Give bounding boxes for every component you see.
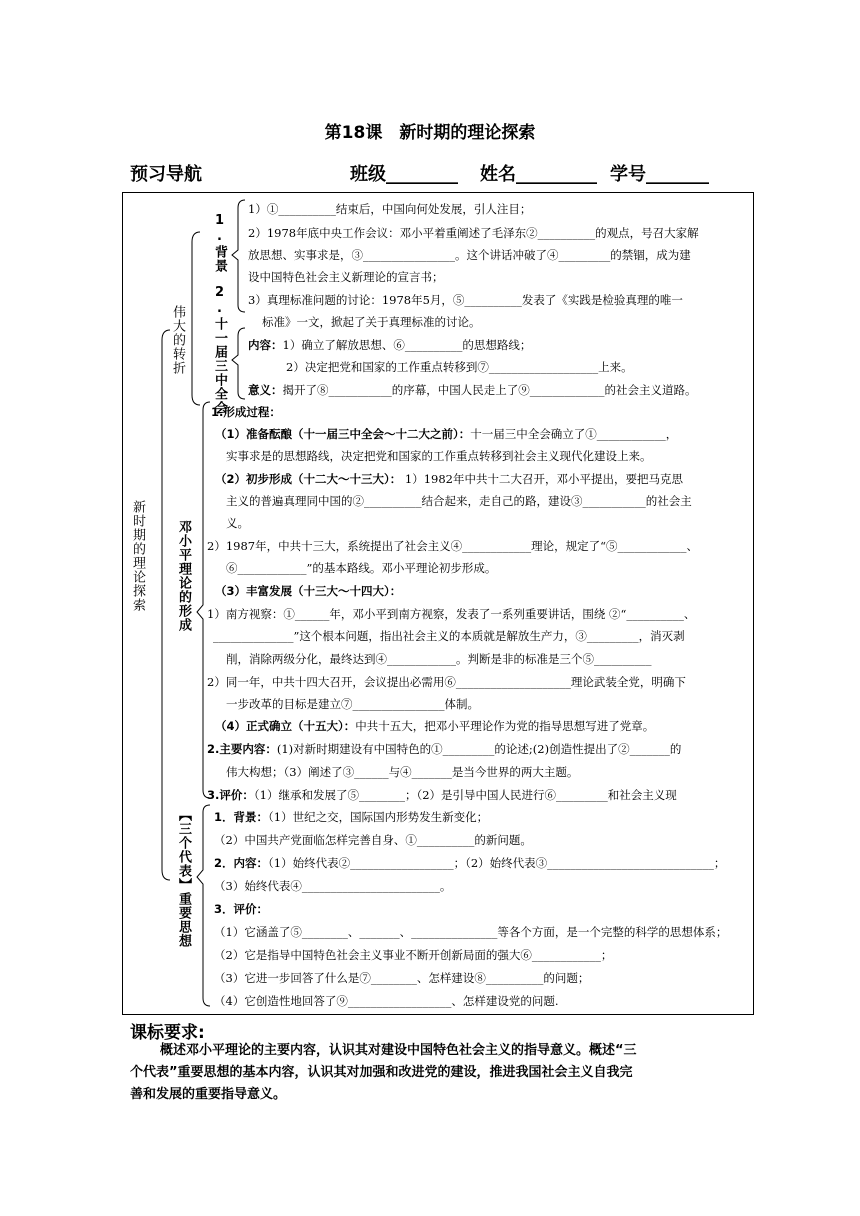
three-rep-line-text: （2）它是指导中国特色社会主义事业不断开创新局面的强大⑥____________； — [214, 948, 613, 962]
requirements-line-1: 概述邓小平理论的主要内容，认识其对建设中国特色社会主义的指导意义。概述“三 — [160, 1043, 637, 1058]
three-rep-line — [214, 833, 532, 847]
deng-line — [215, 719, 654, 733]
three-rep-line — [214, 925, 727, 939]
deng-line-bold: （2）初步形成（十二大～十三大）： — [215, 472, 402, 486]
deng-line — [226, 494, 692, 508]
deng-line-text: 义。 — [226, 516, 249, 530]
turn-line-text: 2）1978年底中央工作会议：邓小平着重阐述了毛泽东②__________的观点，号召大家解 — [248, 226, 699, 240]
deng-line-text: （1）继承和发展了⑤________；（2）是引导中国人民进行⑥_________和社会主义现 — [253, 788, 677, 802]
turn-line-text: 标准》一文，掀起了关于真理标准的讨论。 — [262, 315, 481, 329]
three-rep-line-text: （4）它创造性地回答了⑨__________________、怎样建设党的问题. — [214, 994, 559, 1008]
deng-line-text: 削，消除两级分化，最终达到④____________。判断是非的标准是三个⑤__________ — [226, 652, 652, 666]
deng-line-text: ______________”这个根本问题，指出社会主义的本质就是解放生产力，③_________，消灭剥 — [213, 629, 685, 643]
class-field: 班级________ — [350, 164, 458, 185]
deng-line — [213, 629, 685, 643]
deng-line-bold: 3.评价： — [207, 788, 254, 802]
three-rep-line-bold: 2．内容： — [214, 856, 269, 870]
three-rep-line — [214, 810, 488, 824]
plenum-content-1-bold: 内容： — [248, 338, 283, 352]
deng-line-text: 十一届三中全会确立了①____________， — [470, 427, 678, 441]
deng-line-text: 2）1987年，中共十三大，系统提出了社会主义④____________理论，规定了“⑤____________、 — [207, 539, 698, 553]
three-rep-line-text: （1）它涵盖了⑤________、_______、_______________等各个方面，是一个完整的科学的思想体系； — [214, 925, 728, 939]
requirements-line-2: 个代表”重要思想的基本内容，认识其对加强和改进党的建设，推进我国社会主义自我完 — [130, 1065, 633, 1080]
deng-line-bold: 2.主要内容： — [207, 742, 277, 756]
plenum-content-1 — [248, 338, 531, 352]
plenum-content-2-text: 2）决定把党和国家的工作重点转移到⑦___________________上来。 — [286, 360, 633, 374]
background-label: 1.背景 — [212, 213, 227, 273]
third-plenum-label: 2.十一届三中全会 — [212, 285, 227, 415]
three-rep-line-bold: 3．评价： — [214, 902, 269, 916]
plenum-content-1-text: 1）确立了解放思想、⑥__________的思想路线； — [282, 338, 532, 352]
deng-line-text: 一步改革的目标是建立⑦________________体制。 — [226, 697, 479, 711]
three-rep-line — [214, 879, 451, 893]
student-id-field: 学号_______ — [610, 164, 709, 185]
turn-line-text: 3）真理标准问题的讨论：1978年5月，⑤__________发表了《实践是检验真理的唯一 — [248, 293, 683, 307]
great-turn-label: 伟大的转折 — [170, 305, 185, 375]
deng-line — [226, 765, 578, 779]
deng-line-text: 实事求是的思想路线，决定把党和国家的工作重点转移到社会主义现代化建设上来。 — [226, 449, 652, 463]
three-represents-label: 【三个代表】重要思想 — [176, 808, 191, 948]
deng-line — [226, 652, 652, 666]
page-title: 第18课 新时期的理论探索 — [324, 123, 536, 143]
deng-line — [207, 607, 695, 621]
deng-line-text: 2）同一年，中共十四大召开，会议提出必需用⑥____________________理论武装全党，明确下 — [207, 675, 686, 689]
deng-line — [207, 742, 681, 756]
three-rep-line-text: （1）始终代表②__________________；（2）始终代表③_____________________________； — [268, 856, 726, 870]
deng-line-text: 中共十五大，把邓小平理论作为党的指导思想写进了党章。 — [355, 719, 655, 733]
deng-theory-label: 邓小平理论的形成 — [176, 520, 191, 632]
three-rep-line-text: （2）中国共产党面临怎样完善自身、①__________的新问题。 — [214, 833, 532, 847]
name-field: 姓名_________ — [480, 164, 597, 185]
plenum-meaning-bold: 意义： — [248, 383, 283, 397]
deng-line — [215, 584, 401, 598]
three-rep-line-text: （3）始终代表④________________________。 — [214, 879, 452, 893]
turn-line-text: 设中国特色社会主义新理论的宣言书； — [248, 270, 444, 284]
deng-line-text: 1）1982年中共十二大召开，邓小平提出，要把马克思 — [401, 472, 683, 486]
main-topic-label: 新时期的理论探索 — [130, 500, 145, 612]
turn-line — [262, 315, 481, 329]
deng-line — [211, 405, 281, 419]
three-rep-line-text: （1）世纪之交，国际国内形势发生新变化； — [268, 810, 489, 824]
preview-heading: 预习导航 — [130, 164, 202, 185]
plenum-meaning — [248, 383, 697, 397]
deng-line — [226, 697, 479, 711]
turn-line — [248, 293, 683, 307]
plenum-content-2 — [286, 360, 633, 374]
requirements-line-3: 善和发展的重要指导意义。 — [130, 1087, 287, 1102]
three-rep-line — [214, 971, 589, 985]
deng-line-bold: （4）正式确立（十五大）： — [215, 719, 356, 733]
deng-line-bold: （1）准备酝酿（十一届三中全会～十二大之前）： — [215, 427, 471, 441]
three-rep-line — [214, 856, 725, 870]
three-rep-line — [214, 902, 268, 916]
turn-line — [248, 226, 699, 240]
deng-line — [207, 675, 686, 689]
deng-line-text: (1)对新时期建设有中国特色的①_________的论述;(2)创造性提出了②_______的 — [276, 742, 682, 756]
deng-line-text: 主义的普遍真理同中国的②__________结合起来，走自己的路，建设③___________的社会主 — [226, 494, 692, 508]
deng-line-text: 伟大构想；（3）阐述了③______与④_______是当今世界的两大主题。 — [226, 765, 579, 779]
deng-line-text: 1）南方视察：①______年，邓小平到南方视察，发表了一系列重要讲话，围绕 ②“__________、 — [207, 607, 696, 621]
turn-line — [248, 202, 531, 216]
deng-line-text: ⑥____________”的基本路线。邓小平理论初步形成。 — [226, 561, 497, 575]
deng-line-bold: 1.形成过程： — [211, 405, 281, 419]
deng-line — [215, 472, 683, 486]
deng-line — [226, 449, 652, 463]
deng-line — [226, 516, 249, 530]
turn-line-text: 1）①__________结束后，中国向何处发展，引人注目； — [248, 202, 532, 216]
requirements-heading: 课标要求: — [130, 1023, 205, 1043]
three-rep-line — [214, 994, 558, 1008]
deng-line — [226, 561, 496, 575]
deng-line — [207, 788, 677, 802]
three-rep-line-bold: 1．背景： — [214, 810, 269, 824]
deng-line — [215, 427, 677, 441]
three-rep-line-text: （3）它进一步回答了什么是⑦________、怎样建设⑧__________的问题； — [214, 971, 590, 985]
three-rep-line — [214, 948, 612, 962]
plenum-meaning-text: 揭开了⑧___________的序幕，中国人民走上了⑨_____________的社会主义道路。 — [282, 383, 697, 397]
turn-line — [248, 270, 444, 284]
deng-line-bold: （3）丰富发展（十三大～十四大）： — [215, 584, 402, 598]
deng-line — [207, 539, 698, 553]
turn-line — [248, 248, 691, 262]
turn-line-text: 放思想、实事求是，③________________。这个讲话冲破了④_________的禁锢，成为建 — [248, 248, 691, 262]
